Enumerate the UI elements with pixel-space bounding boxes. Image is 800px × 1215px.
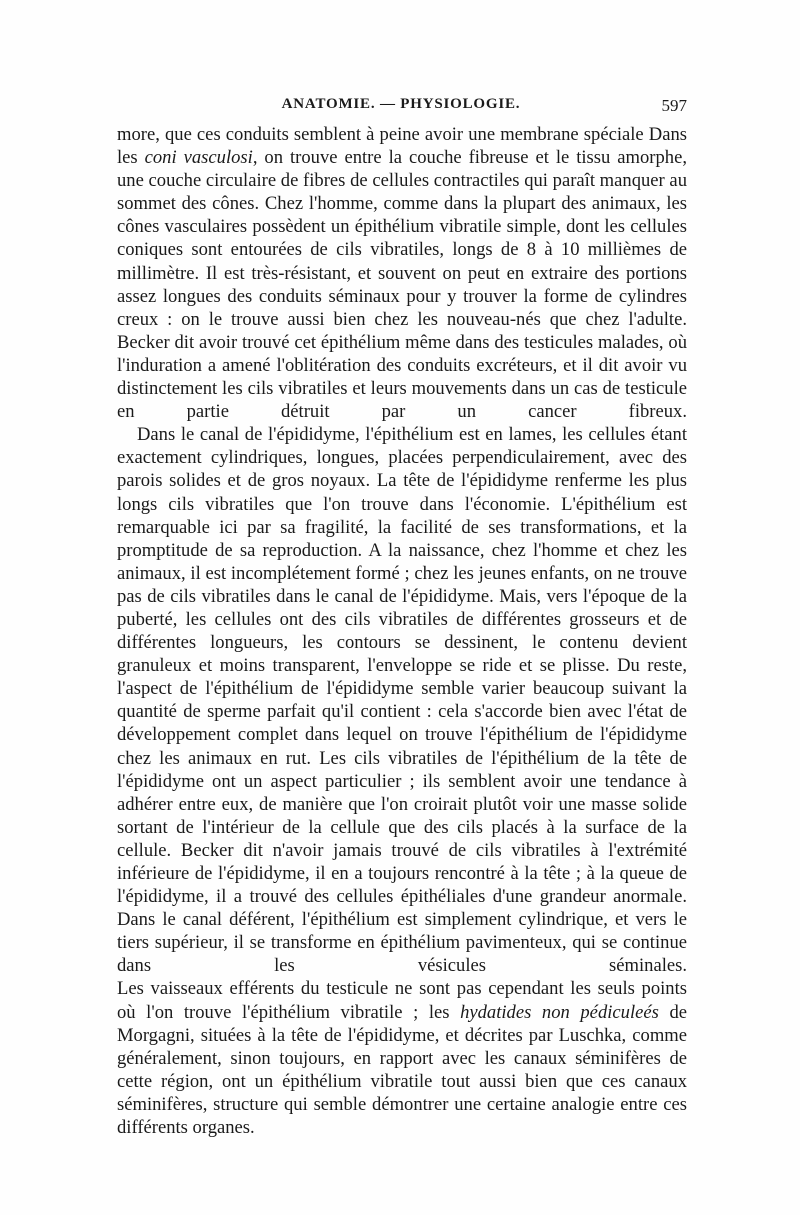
paragraph-2: [117, 423, 687, 977]
body-text: [117, 123, 687, 1139]
paragraph-3-text-1: Les vaisseaux efférents du testicule ne sont pas cependant les seuls points où l'on trouve l'épithélium vibratile ; les: [117, 978, 687, 1023]
paragraph-1-text-2: , on trouve entre la couche fibreuse et le tissu amorphe, une couche circulaire de fibres de cellules contractiles qui paraît manquer au sommet des cônes. Chez l'homme, comme dans la plupart des animaux, les cônes vasculaires possèdent un épithélium vibratile simple, dont les cellules coniques sont entourées de cils vibratiles, longs de 8 à 10 millièmes de millimètre. Il est très-résistant, et souvent on peut en extraire des portions assez longues des conduits séminaux pour y trouver la forme de cylindres creux : on le trouve aussi bien chez les nouveau-nés que chez l'adulte. Becker dit avoir trouvé cet épithélium même dans des testicules malades, où l'induration a amené l'oblitération des conduits excréteurs, et il dit avoir vu distinctement les cils vibratiles et leurs mouvements dans un cas de testicule en partie détruit par un cancer fibreux.: [117, 147, 687, 423]
running-head: [115, 96, 687, 118]
paragraph-1: [117, 123, 687, 423]
paragraph-2-text: Dans le canal de l'épididyme, l'épithélium est en lames, les cellules étant exactement cylindriques, longues, placées perpendiculairement, avec des parois solides et de gros noyaux. La tête de l'épididyme renferme les plus longs cils vibratiles que l'on trouve dans l'économie. L'épithélium est remarquable ici par sa fragilité, la facilité de ses transformations, et la promptitude de sa reproduction. A la naissance, chez l'homme et chez les animaux, il est incomplétement formé ; chez les jeunes enfants, on ne trouve pas de cils vibratiles dans le canal de l'épididyme. Mais, vers l'époque de la puberté, les cellules ont des cils vibratiles de différentes grosseurs et de différentes longueurs, les contours se dessinent, le contenu devient granuleux et moins transparent, l'enveloppe se ride et se plisse. Du reste, l'aspect de l'épithélium de l'épididyme semble varier beaucoup suivant la quantité de sperme parfait qu'il contient : cela s'accorde bien avec l'état de développement complet dans lequel on trouve l'épithélium de l'épididyme chez les animaux en rut. Les cils vibratiles de l'épithélium de la tête de l'épididyme ont un aspect particulier ; ils semblent avoir une tendance à adhérer entre eux, de manière que l'on croirait plutôt voir une masse solide sortant de l'intérieur de la cellule que des cils placés à la surface de la cellule. Becker dit n'avoir jamais trouvé de cils vibratiles à l'extrémité inférieure de l'épididyme, il en a toujours rencontré à la tête ; à la queue de l'épididyme, il a trouvé des cellules épithéliales d'une grandeur anormale. Dans le canal déférent, l'épithélium est simplement cylindrique, et vers le tiers supérieur, il se transforme en épithélium pavimenteux, qui se continue dans les vésicules séminales.: [117, 424, 687, 977]
paragraph-3-italic-term: hydatides non pédiculeés: [460, 1001, 659, 1023]
paragraph-3-text-2: de Morgagni, situées à la tête de l'épididyme, et décrites par Luschka, comme généralement, sinon toujours, en rapport avec les canaux séminifères de cette région, ont un épithélium vibratile tout aussi bien que ces canaux séminifères, structure qui semble démontrer une certaine analogie entre ces différents organes.: [117, 1001, 687, 1139]
page-number: 597: [661, 96, 687, 115]
paragraph-3: [117, 977, 687, 1139]
paragraph-1-text-1: more, que ces conduits semblent à peine avoir une membrane spéciale Dans les: [117, 124, 687, 169]
paragraph-1-italic-term: coni vasculosi: [144, 147, 253, 169]
running-title: ANATOMIE. — PHYSIOLOGIE.: [281, 96, 521, 112]
